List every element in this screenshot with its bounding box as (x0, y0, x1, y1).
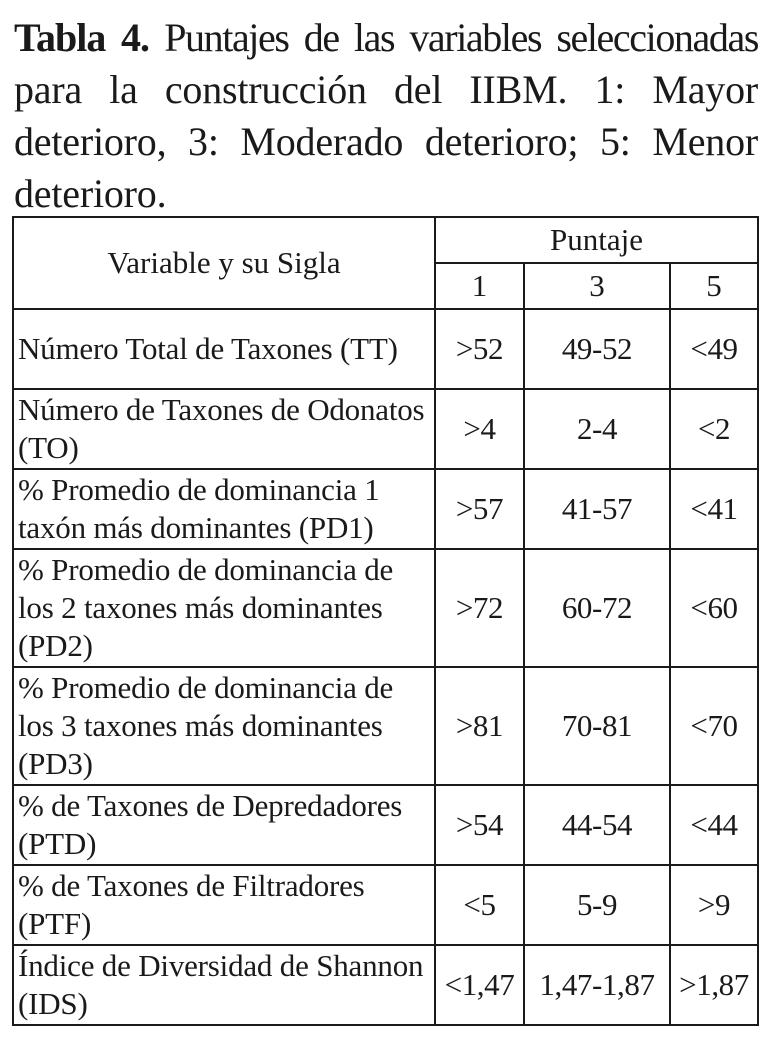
score-cell-5: <2 (670, 389, 758, 469)
score-cell-3: 41-57 (524, 469, 670, 549)
score-header-5: 5 (670, 263, 758, 309)
score-cell-3: 2-4 (524, 389, 670, 469)
table-row (13, 389, 758, 469)
variable-cell: Número de Taxones de Odonatos (TO) (13, 389, 435, 469)
score-cell-5: <60 (670, 549, 758, 667)
table-row (13, 667, 758, 785)
score-header-3: 3 (524, 263, 670, 309)
score-cell-3: 1,47-1,87 (524, 945, 670, 1025)
caption-heading: Puntajes de las variables seleccionadas (148, 15, 758, 60)
score-cell-1: <1,47 (435, 945, 524, 1025)
variable-column-header: Variable y su Sigla (13, 217, 435, 309)
variable-cell: Número Total de Taxones (TT) (13, 309, 435, 389)
score-cell-1: >81 (435, 667, 524, 785)
table-row (13, 945, 758, 1025)
score-cell-3: 49-52 (524, 309, 670, 389)
score-cell-3: 44-54 (524, 785, 670, 865)
variable-cell: % de Taxones de Depredadores (PTD) (13, 785, 435, 865)
table-row (13, 549, 758, 667)
score-cell-5: <70 (670, 667, 758, 785)
caption-body: para la construcción del IIBM. 1: Mayor deterioro, 3: Moderado deterioro; 5: Menor deterioro. (14, 67, 758, 216)
table-caption (14, 12, 758, 220)
score-cell-3: 70-81 (524, 667, 670, 785)
variable-cell: Índice de Diversidad de Shannon (IDS) (13, 945, 435, 1025)
score-cell-1: >54 (435, 785, 524, 865)
table-row (13, 309, 758, 389)
score-cell-3: 5-9 (524, 865, 670, 945)
table-row (13, 865, 758, 945)
score-cell-1: >4 (435, 389, 524, 469)
score-cell-1: <5 (435, 865, 524, 945)
score-cell-1: >52 (435, 309, 524, 389)
variable-cell: % Promedio de dominancia de los 3 taxones más dominantes (PD3) (13, 667, 435, 785)
score-cell-5: <44 (670, 785, 758, 865)
score-cell-3: 60-72 (524, 549, 670, 667)
header-row-top (13, 217, 758, 263)
score-cell-5: <49 (670, 309, 758, 389)
score-header-1: 1 (435, 263, 524, 309)
caption-label: Tabla 4. (14, 15, 149, 60)
variable-cell: % de Taxones de Filtradores (PTF) (13, 865, 435, 945)
score-cell-5: >9 (670, 865, 758, 945)
score-cell-5: >1,87 (670, 945, 758, 1025)
score-cell-1: >57 (435, 469, 524, 549)
table-row (13, 469, 758, 549)
variable-cell: % Promedio de dominancia 1 taxón más dominantes (PD1) (13, 469, 435, 549)
table-row (13, 785, 758, 865)
score-cell-1: >72 (435, 549, 524, 667)
score-cell-5: <41 (670, 469, 758, 549)
score-group-header: Puntaje (435, 217, 758, 263)
variable-cell: % Promedio de dominancia de los 2 taxones más dominantes (PD2) (13, 549, 435, 667)
scores-table (12, 216, 759, 1026)
